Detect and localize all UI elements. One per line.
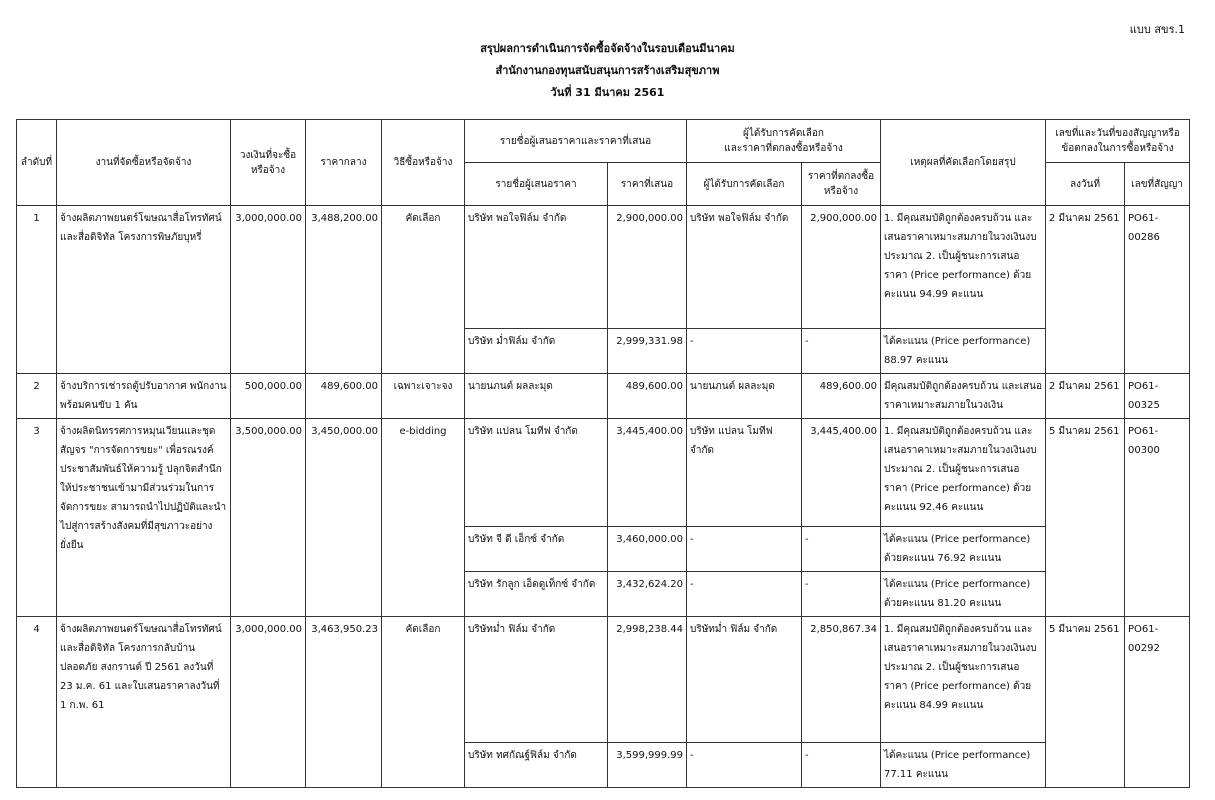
col-budget: วงเงินที่จะซื้อหรือจ้าง <box>231 120 306 206</box>
item-work: จ้างผลิตภาพยนตร์โฆษณาสื่อโทรทัศน์และสื่อดิจิทัล โครงการพิษภัยบุหรี่ <box>57 206 231 374</box>
document-header <box>0 38 1215 104</box>
col-method: วิธีซื้อหรือจ้าง <box>382 120 465 206</box>
agreed-price: 2,850,867.34 <box>802 617 881 743</box>
contract-number: PO61-00300 <box>1125 419 1190 617</box>
contract-date: 2 มีนาคม 2561 <box>1046 374 1125 419</box>
selection-reason: มีคุณสมบัติถูกต้องครบถ้วน และเสนอราคาเหมาะสมภายในวงเงิน <box>881 374 1046 419</box>
bid-price: 3,599,999.99 <box>608 743 687 788</box>
table-row <box>17 419 1190 527</box>
col-agreed-price <box>802 163 881 206</box>
agreed-price: - <box>802 572 881 617</box>
item-budget: 3,500,000.00 <box>231 419 306 617</box>
item-work: จ้างผลิตภาพยนตร์โฆษณาสื่อโทรทัศน์และสื่อดิจิทัล โครงการกลับบ้านปลอดภัย สงกรานต์ ปี 2561 ลงวันที่ 23 ม.ค. 61 และใบเสนอราคาลงวันที่ 1 ก.พ. 61 <box>57 617 231 788</box>
bid-price: 3,432,624.20 <box>608 572 687 617</box>
bidder-name: บริษัทม่ำ ฟิล์ม จำกัด <box>465 617 608 743</box>
bidder-name: บริษัท พอใจฟิล์ม จำกัด <box>465 206 608 329</box>
contract-number: PO61-00325 <box>1125 374 1190 419</box>
col-contract-group-line2: ข้อตกลงในการซื้อหรือจ้าง <box>1061 143 1174 154</box>
table-row <box>17 206 1190 329</box>
selected-name: - <box>687 743 802 788</box>
col-bidders-group: รายชื่อผู้เสนอราคาและราคาที่เสนอ <box>465 120 687 163</box>
header-date: วันที่ 31 มีนาคม 2561 <box>550 86 665 99</box>
bidder-name: บริษัท แปลน โมทีฟ จำกัด <box>465 419 608 527</box>
selected-name: บริษัทม่ำ ฟิล์ม จำกัด <box>687 617 802 743</box>
selection-reason: ได้คะแนน (Price performance) 88.97 คะแนน <box>881 329 1046 374</box>
bidder-name: บริษัท ม่ำฟิล์ม จำกัด <box>465 329 608 374</box>
contract-date: 5 มีนาคม 2561 <box>1046 419 1125 617</box>
col-bid-price: ราคาที่เสนอ <box>608 163 687 206</box>
col-date: ลงวันที่ <box>1046 163 1125 206</box>
selection-reason: ได้คะแนน (Price performance) 77.11 คะแนน <box>881 743 1046 788</box>
item-no: 3 <box>17 419 57 617</box>
bid-price: 2,999,331.98 <box>608 329 687 374</box>
agreed-price: 489,600.00 <box>802 374 881 419</box>
col-no: ลำดับที่ <box>17 120 57 206</box>
selection-reason: 1. มีคุณสมบัติถูกต้องครบถ้วน และเสนอราคาเหมาะสมภายในวงเงินงบประมาณ 2. เป็นผู้ชนะการเสนอราคา (Price performance) ด้วยคะแนน 92.46 คะแนน <box>881 419 1046 527</box>
item-budget: 3,000,000.00 <box>231 206 306 374</box>
selected-name: - <box>687 527 802 572</box>
bid-price: 2,998,238.44 <box>608 617 687 743</box>
item-method: e-bidding <box>382 419 465 617</box>
selected-name: บริษัท พอใจฟิล์ม จำกัด <box>687 206 802 329</box>
selection-reason: 1. มีคุณสมบัติถูกต้องครบถ้วน และเสนอราคาเหมาะสมภายในวงเงินงบประมาณ 2. เป็นผู้ชนะการเสนอราคา (Price performance) ด้วยคะแนน 84.99 คะแนน <box>881 617 1046 743</box>
selection-reason: ได้คะแนน (Price performance) ด้วยคะแนน 76.92 คะแนน <box>881 527 1046 572</box>
bid-price: 3,445,400.00 <box>608 419 687 527</box>
item-no: 1 <box>17 206 57 374</box>
procurement-table <box>16 119 1190 788</box>
agreed-price: - <box>802 743 881 788</box>
agreed-price: - <box>802 527 881 572</box>
col-selected-group <box>687 120 881 163</box>
contract-date: 5 มีนาคม 2561 <box>1046 617 1125 788</box>
bid-price: 2,900,000.00 <box>608 206 687 329</box>
item-method: คัดเลือก <box>382 206 465 374</box>
bidder-name: นายนภนต์ ผลละมุด <box>465 374 608 419</box>
col-contract-no: เลขที่สัญญา <box>1125 163 1190 206</box>
col-reason: เหตุผลที่คัดเลือกโดยสรุป <box>881 120 1046 206</box>
item-no: 2 <box>17 374 57 419</box>
col-selected-group-line1: ผู้ได้รับการคัดเลือก <box>743 128 824 139</box>
col-median: ราคากลาง <box>306 120 382 206</box>
selected-name: - <box>687 329 802 374</box>
selected-name: - <box>687 572 802 617</box>
header-agency: สำนักงานกองทุนสนับสนุนการสร้างเสริมสุขภาพ <box>495 64 720 77</box>
selection-reason: ได้คะแนน (Price performance) ด้วยคะแนน 81.20 คะแนน <box>881 572 1046 617</box>
col-agreed-price-line1: ราคาที่ตกลงซื้อ <box>807 171 875 182</box>
col-selected-name: ผู้ได้รับการคัดเลือก <box>687 163 802 206</box>
bid-price: 3,460,000.00 <box>608 527 687 572</box>
col-work: งานที่จัดซื้อหรือจัดจ้าง <box>57 120 231 206</box>
item-median: 489,600.00 <box>306 374 382 419</box>
item-budget: 3,000,000.00 <box>231 617 306 788</box>
item-no: 4 <box>17 617 57 788</box>
contract-number: PO61-00292 <box>1125 617 1190 788</box>
contract-number: PO61-00286 <box>1125 206 1190 374</box>
item-median: 3,450,000.00 <box>306 419 382 617</box>
bidder-name: บริษัท ทศกัณฐ์ฟิล์ม จำกัด <box>465 743 608 788</box>
contract-date: 2 มีนาคม 2561 <box>1046 206 1125 374</box>
item-budget: 500,000.00 <box>231 374 306 419</box>
item-method: คัดเลือก <box>382 617 465 788</box>
selection-reason: 1. มีคุณสมบัติถูกต้องครบถ้วน และเสนอราคาเหมาะสมภายในวงเงินงบประมาณ 2. เป็นผู้ชนะการเสนอราคา (Price performance) ด้วยคะแนน 94.99 คะแนน <box>881 206 1046 329</box>
agreed-price: 3,445,400.00 <box>802 419 881 527</box>
item-method: เฉพาะเจาะจง <box>382 374 465 419</box>
item-work: จ้างผลิตนิทรรศการหมุนเวียนและชุดสัญจร "การจัดการขยะ" เพื่อรณรงค์ประชาสัมพันธ์ให้ความรู้ ปลุกจิตสำนึกให้ประชาชนเข้ามามีส่วนร่วมในการจัดการขยะ สามารถนำไปปฏิบัติและนำไปสู่การสร้างสังคมที่มีสุขภาวะอย่างยั่งยืน <box>57 419 231 617</box>
bidder-name: บริษัท รักลูก เอ็ดดูเท็กซ์ จำกัด <box>465 572 608 617</box>
item-median: 3,488,200.00 <box>306 206 382 374</box>
item-work: จ้างบริการเช่ารถตู้ปรับอากาศ พนักงานพร้อมคนขับ 1 คัน <box>57 374 231 419</box>
form-code: แบบ สขร.1 <box>1129 23 1185 36</box>
agreed-price: - <box>802 329 881 374</box>
table-row <box>17 374 1190 419</box>
col-selected-group-line2: และราคาที่ตกลงซื้อหรือจ้าง <box>724 143 843 154</box>
selected-name: บริษัท แปลน โมทีฟ จำกัด <box>687 419 802 527</box>
col-bidder-name: รายชื่อผู้เสนอราคา <box>465 163 608 206</box>
bidder-name: บริษัท จี ดี เอ็กซ์ จำกัด <box>465 527 608 572</box>
table-row <box>17 617 1190 743</box>
col-agreed-price-line2: หรือจ้าง <box>823 186 859 197</box>
item-median: 3,463,950.23 <box>306 617 382 788</box>
col-contract-group <box>1046 120 1190 163</box>
agreed-price: 2,900,000.00 <box>802 206 881 329</box>
selected-name: นายนภนต์ ผลละมุด <box>687 374 802 419</box>
header-title: สรุปผลการดำเนินการจัดซื้อจัดจ้างในรอบเดือนมีนาคม <box>480 42 735 55</box>
col-contract-group-line1: เลขที่และวันที่ของสัญญาหรือ <box>1055 128 1180 139</box>
bid-price: 489,600.00 <box>608 374 687 419</box>
